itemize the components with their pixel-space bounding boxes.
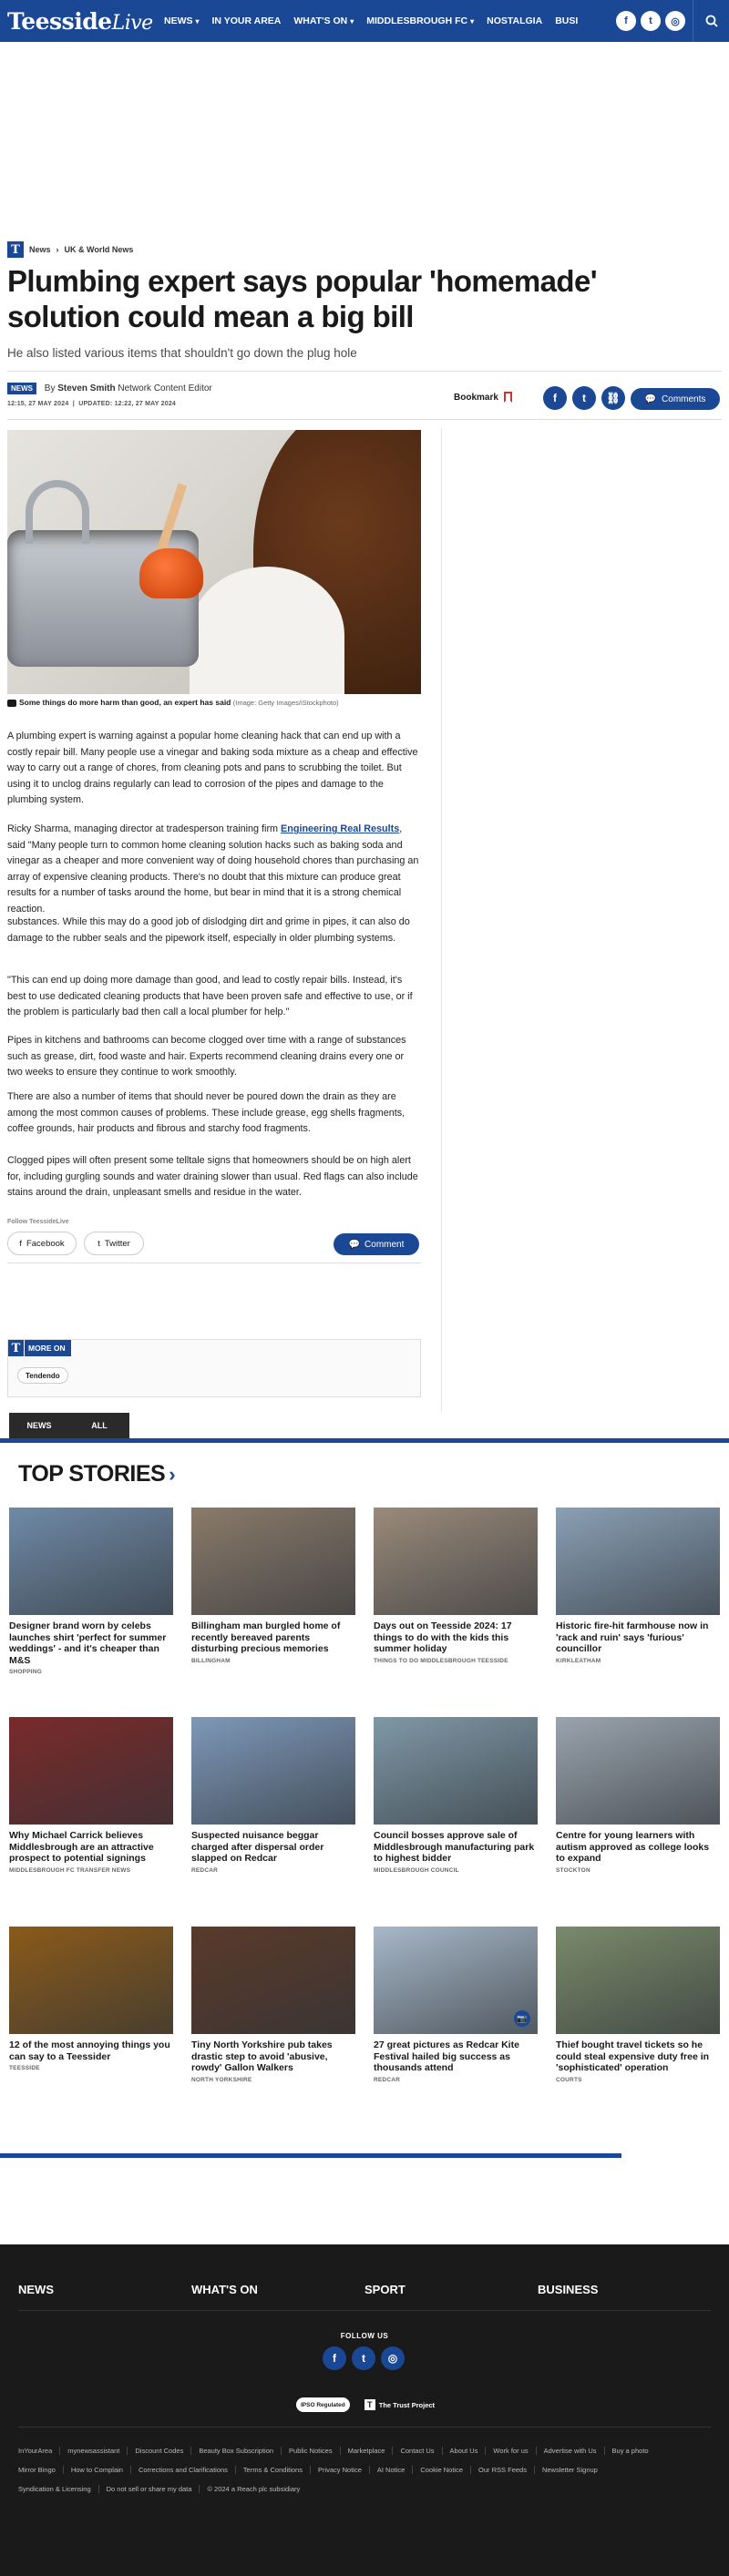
paragraph-2 [7,822,421,917]
story-card[interactable] [556,1717,720,1875]
headline: Plumbing expert says popular 'homemade' solution could mean a big bill [7,264,597,333]
nav-item-2[interactable] [293,15,354,26]
footer-social [323,2346,405,2370]
site-logo[interactable] [0,8,164,35]
divider [7,371,722,372]
search-icon [705,15,718,27]
story-card[interactable] [374,1927,538,2084]
story-category[interactable]: REDCAR [191,1866,219,1874]
author-link[interactable]: Steven Smith [57,383,116,394]
chevron-down-icon: ▾ [195,16,200,26]
footer-link[interactable]: © 2024 a Reach plc subsidiary [207,2485,301,2493]
nav-item-4[interactable] [487,15,542,26]
nav-item-0[interactable] [164,15,200,26]
twitter-icon: t [98,1238,100,1249]
standfirst: He also listed various items that shouldn't go down the plug hole [7,346,357,360]
footer-link[interactable]: Work for us [493,2447,536,2455]
story-category[interactable]: COURTS [556,2076,582,2083]
story-thumbnail[interactable] [191,1927,355,2034]
caption-credit: (Image: Getty Images/iStockphoto) [232,699,339,707]
tap-shape [26,480,89,544]
story-thumbnail[interactable] [556,1508,720,1615]
footer-link[interactable]: Marketplace [348,2447,394,2455]
twitter-label: Twitter [104,1238,130,1249]
footer-link[interactable]: Cookie Notice [420,2466,471,2474]
share-buttons [543,386,625,410]
nav-item-1[interactable] [212,15,282,26]
updated-date: UPDATED: 12:22, 27 MAY 2024 [78,401,177,407]
comment-icon: 💬 [644,394,657,404]
breadcrumb [7,241,133,258]
footer [0,2244,729,2576]
chevron-right-icon: › [169,1462,176,1486]
plunger-shape [139,548,203,598]
chevron-down-icon: ▾ [350,16,354,26]
footer-col-whats-on[interactable]: WHAT'S ON [191,2283,258,2296]
paragraph-3: substances. While this may do a good job of dislodging dirt and grime in pipes, it can also do damage to the rubber seals and the pipework itself, especially in older plumbing systems. [7,916,410,944]
bookmark-button[interactable] [454,392,512,403]
more-on-label: MORE ON [28,1344,66,1353]
trust-icon: T [364,2399,375,2410]
story-title[interactable]: 12 of the most annoying things you can say to a Teessider [9,2039,170,2062]
divider [7,1262,421,1263]
footer-link[interactable]: Terms & Conditions [243,2466,311,2474]
image-caption [7,698,421,708]
footer-link[interactable]: Newsletter Signup [541,2466,598,2474]
author-role: Network Content Editor [118,383,212,394]
nav-item-label: NOSTALGIA [487,15,543,26]
top-stories-title: TOP STORIES [18,1461,166,1487]
story-category[interactable]: KIRKLEATHAM [556,1657,601,1664]
comments-label: Comments [662,394,706,404]
story-title[interactable]: Tiny North Yorkshire pub takes drastic step to avoid 'abusive, rowdy' Gallon Walkers [191,2039,333,2073]
story-card[interactable] [556,1927,720,2084]
comment-icon: 💬 [348,1239,361,1250]
column-divider [441,428,442,1412]
twitter-share-icon[interactable]: t [572,386,596,410]
story-thumbnail[interactable] [374,1927,538,2034]
paragraph-5: Pipes in kitchens and bathrooms can become clogged over time with a range of substances such as grease, dirt, food waste and hair. Experts recommend cleaning drains every one or two weeks to ensure they continue to work smoothly. [7,1035,406,1078]
engineering-real-results-link[interactable]: Engineering Real Results [281,823,400,834]
facebook-icon[interactable]: f [323,2346,346,2370]
footer-link[interactable]: Advertise with Us [544,2447,605,2455]
comment-label: Comment [364,1239,405,1250]
story-thumbnail[interactable] [191,1508,355,1615]
footer-link[interactable]: mynewsassistant [67,2447,128,2455]
footer-link[interactable]: Beauty Box Subscription [199,2447,282,2455]
byline [7,383,212,394]
story-thumbnail[interactable] [9,1717,173,1825]
paragraph-1: A plumbing expert is warning against a popular home cleaning hack that can end up with a costly repair bill. Many people use a vinegar and baking soda mixture as a cheap and effective way to carry out a range of chores, from cleaning pots and pans to scrubbing the toilet. But using it to unclog drains regularly can lead to corrosion of the pipes and damage to the plumbing system. [7,731,418,805]
footer-link[interactable]: AI Notice [377,2466,413,2474]
nav-social [609,11,693,31]
more-on-header [8,1340,71,1356]
story-thumbnail[interactable] [374,1508,538,1615]
story-title[interactable]: Billingham man burgled home of recently bereaved parents disturbing precious memories [191,1620,341,1654]
instagram-icon[interactable]: ◎ [381,2346,405,2370]
footer-link[interactable]: Do not sell or share my data [107,2485,200,2493]
story-category[interactable]: TEESSIDE [9,2065,40,2071]
camera-icon [7,700,16,707]
twitter-follow-button[interactable] [84,1232,144,1255]
footer-divider [18,2427,711,2428]
footer-link[interactable]: About Us [450,2447,487,2455]
nav-item-label: MIDDLESBROUGH FC [366,15,468,26]
story-title[interactable]: Thief bought travel tickets so he could steal expensive duty free in 'sophisticated' operation [556,2039,710,2073]
t-badge-icon: T [8,1340,25,1356]
gallery-icon: 📷 [514,2010,530,2027]
paragraph-4: "This can end up doing more damage than good, and lead to costly repair bills. Instead, it's best to use dedicated cleaning products that have been proven safe and effective to use, or if the problem is particularly bad then call a local plumber for help." [7,975,413,1017]
story-card[interactable] [9,1508,173,1676]
trust-label: The Trust Project [378,2400,436,2409]
nav-item-label: NEWS [164,15,193,26]
top-nav [0,0,729,42]
story-title[interactable]: Council bosses approve sale of Middlesbrough manufacturing park to highest bidder [374,1830,535,1864]
facebook-icon: f [19,1238,22,1249]
breadcrumb-sep-icon: › [56,245,59,254]
story-thumbnail[interactable] [556,1717,720,1825]
footer-link[interactable]: Public Notices [289,2447,341,2455]
facebook-icon[interactable]: f [616,11,636,31]
story-thumbnail[interactable] [191,1717,355,1825]
search-button[interactable] [693,0,729,42]
story-title[interactable]: Why Michael Carrick believes Middlesbrough are an attractive prospect to potential signings [9,1830,154,1864]
story-category[interactable]: SHOPPING [9,1669,42,1675]
link-share-icon[interactable]: ⛓ [601,386,625,410]
top-stories-heading[interactable] [18,1461,175,1487]
comments-button[interactable] [631,388,720,410]
nav-item-3[interactable] [366,15,474,26]
nav-item-label: BUSI [555,15,579,26]
story-title[interactable]: Designer brand worn by celebs launches shirt 'perfect for summer weddings' - and it's cheaper than M&S [9,1620,167,1666]
para2-rest: said "Many people turn to common home cleaning solution hacks such as baking soda and vinegar as a cheaper and more convenient way of doing household chores than purchasing an array of expensive cleaning products. There's no doubt that this mixture can produce great results for a number of tasks around the home, but bear in mind that it is a strong chemical reaction. [7,839,419,915]
story-title[interactable]: Centre for young learners with autism approved as college looks to expand [556,1830,710,1864]
story-title[interactable]: Suspected nuisance beggar charged after dispersal order slapped on Redcar [191,1830,324,1864]
story-card[interactable] [9,1717,173,1875]
story-category[interactable]: NORTH YORKSHIRE [191,2076,252,2083]
para2-comma: , [399,823,403,834]
footer-link[interactable]: Privacy Notice [318,2466,370,2474]
comment-button[interactable] [334,1233,419,1255]
footer-links-row-1 [18,2447,711,2455]
footer-link[interactable]: Corrections and Clarifications [139,2466,236,2474]
footer-link[interactable]: Contact Us [400,2447,442,2455]
facebook-share-icon[interactable]: f [543,386,567,410]
instagram-icon[interactable]: ◎ [665,11,685,31]
footer-links-row-2 [18,2466,711,2474]
tab-news[interactable]: NEWS [9,1413,69,1438]
story-thumbnail[interactable] [556,1927,720,2034]
ipso-logo[interactable]: IPSO Regulated [296,2397,350,2412]
story-category[interactable]: REDCAR [374,2076,401,2083]
facebook-label: Facebook [26,1238,65,1249]
facebook-follow-button[interactable] [7,1232,77,1255]
story-thumbnail[interactable] [374,1717,538,1825]
paragraph-7: Clogged pipes will often present some telltale signs that homeowners should be on high alert for, including gurgling sounds and water draining slower than usual. Red flags can also include stains around the drain, unpleasant smells and residue in the water. [7,1155,418,1198]
blue-divider [0,2153,621,2158]
footer-links-row-3 [18,2485,711,2493]
regulation-logos [296,2397,435,2412]
follow-label: Follow TeessideLive [7,1219,69,1225]
footer-col-news[interactable]: NEWS [18,2283,54,2296]
trust-project-logo[interactable] [364,2399,435,2410]
breadcrumb-news[interactable]: News [29,245,51,254]
story-card[interactable] [374,1717,538,1875]
nav-item-label: WHAT'S ON [293,15,348,26]
tab-all[interactable]: ALL [69,1413,129,1438]
topic-tag[interactable]: Tendendo [17,1367,68,1384]
story-card[interactable] [556,1508,720,1665]
nav-menu [164,15,609,26]
story-title[interactable]: Historic fire-hit farmhouse now in 'rack and ruin' says 'furious' councillor [556,1620,709,1654]
paragraph-6: There are also a number of items that should never be poured down the drain as they are among the most common causes of problems. These include grease, egg shells fragments, coffee grounds, hair products and fibrous and starchy food fragments. [7,1091,406,1134]
story-card[interactable] [191,1717,355,1875]
story-category[interactable]: STOCKTON [556,1866,590,1874]
bookmark-icon [504,392,512,403]
para2-lead: Ricky Sharma, managing director at tradesperson training firm [7,823,282,834]
footer-link[interactable]: Buy a photo [611,2447,649,2455]
story-title[interactable]: 27 great pictures as Redcar Kite Festival hailed big success as thousands attend [374,2039,519,2073]
story-category[interactable]: THINGS TO DO MIDDLESBROUGH TEESSIDE [374,1657,508,1664]
story-card[interactable] [191,1508,355,1665]
footer-link[interactable]: InYourArea [18,2447,60,2455]
news-badge: NEWS [7,383,36,394]
footer-divider [18,2310,711,2311]
footer-link[interactable]: Syndication & Licensing [18,2485,99,2493]
dates: 12:15, 27 MAY 2024 | UPDATED: 12:22, 27 MAY 2024 [7,401,177,407]
story-category[interactable]: BILLINGHAM [191,1657,231,1664]
footer-col-sport[interactable]: SPORT [364,2283,406,2296]
follow-us-label: FOLLOW US [340,2332,389,2340]
story-thumbnail[interactable] [9,1508,173,1615]
tab-underline [0,1438,729,1443]
twitter-icon[interactable]: t [352,2346,375,2370]
by-prefix: By [44,383,56,394]
divider [7,419,722,420]
story-category[interactable]: MIDDLESBROUGH COUNCIL [374,1866,459,1874]
story-card[interactable] [9,1927,173,2072]
chevron-down-icon: ▾ [470,16,475,26]
story-card[interactable] [191,1927,355,2084]
feed-tabs [9,1413,129,1438]
hero-image[interactable] [7,430,421,694]
story-card[interactable] [374,1508,538,1665]
woman-shirt-shape [190,567,344,694]
nav-item-label: IN YOUR AREA [211,15,282,26]
twitter-icon[interactable]: t [641,11,661,31]
logo-main: Teesside [7,7,112,35]
story-title[interactable]: Days out on Teesside 2024: 17 things to do with the kids this summer holiday [374,1620,512,1654]
footer-link[interactable]: How to Complain [71,2466,131,2474]
nav-item-5[interactable] [555,15,578,26]
t-badge-icon: T [7,241,24,258]
footer-columns [18,2283,711,2296]
footer-col-business[interactable]: BUSINESS [538,2283,599,2296]
caption-text: Some things do more harm than good, an expert has said [19,698,231,707]
story-category[interactable]: MIDDLESBROUGH FC TRANSFER NEWS [9,1866,131,1874]
published-date: 12:15, 27 MAY 2024 [7,401,69,407]
bookmark-label: Bookmark [454,392,498,403]
logo-italic: Live [111,11,153,35]
story-thumbnail[interactable] [9,1927,173,2034]
footer-link[interactable]: Mirror Bingo [18,2466,64,2474]
footer-link[interactable]: Discount Codes [135,2447,191,2455]
breadcrumb-uk-world[interactable]: UK & World News [64,245,134,254]
more-on-box [7,1339,421,1397]
footer-link[interactable]: Our RSS Feeds [478,2466,535,2474]
